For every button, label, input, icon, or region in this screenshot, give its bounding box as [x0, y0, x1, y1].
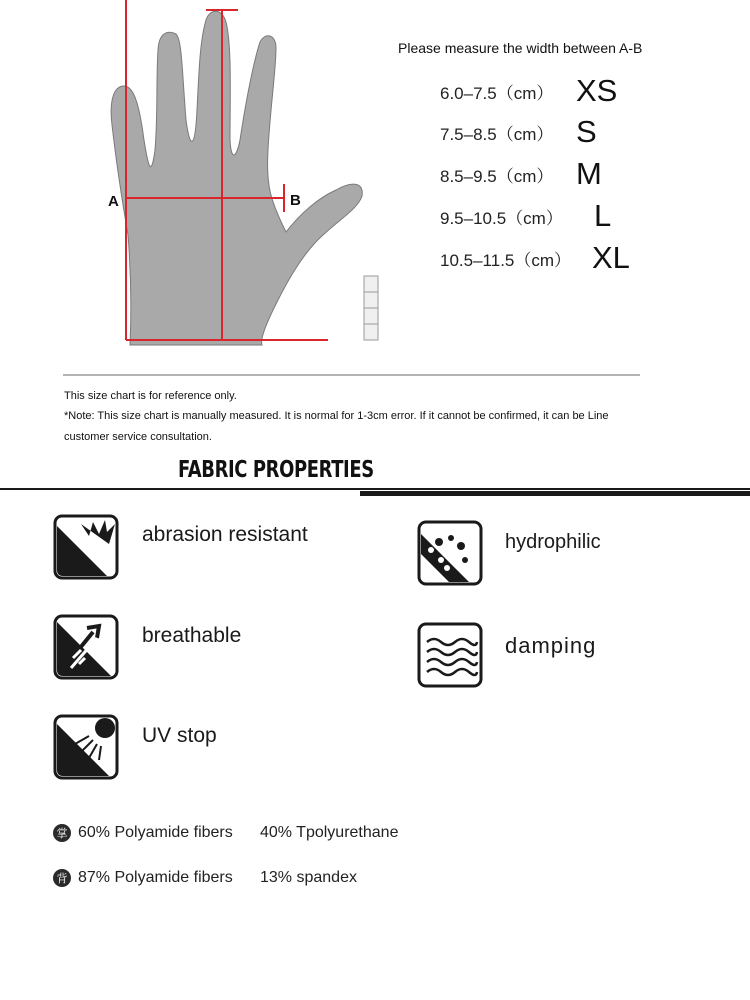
breathable-icon: [53, 614, 119, 680]
size-row: [440, 155, 602, 193]
size-row: [440, 239, 630, 277]
size-label: S: [576, 114, 597, 149]
back-badge: 背: [53, 869, 71, 887]
property-label: breathable: [142, 624, 242, 647]
note-line: This size chart is for reference only.: [64, 390, 237, 402]
size-range: 9.5–10.5（cm）: [440, 208, 563, 228]
material-row: [53, 824, 398, 842]
ruler-icon: [364, 276, 378, 340]
abrasion-icon: [53, 514, 119, 580]
material-part-b: 13% spandex: [260, 869, 357, 886]
size-row: [440, 197, 611, 235]
damping-icon: [417, 622, 483, 688]
note-line: customer service consultation.: [64, 431, 212, 443]
size-label: L: [594, 198, 612, 233]
size-label: M: [576, 156, 602, 191]
size-range: 7.5–8.5（cm）: [440, 124, 554, 144]
hydrophilic-icon: [417, 520, 483, 586]
divider: [63, 374, 640, 376]
size-label: XL: [592, 240, 630, 275]
note-line: *Note: This size chart is manually measured. It is normal for 1-3cm error. If it cannot be confirmed, it can be Line: [64, 410, 609, 422]
property-label: hydrophilic: [505, 531, 601, 553]
material-part-a: 87% Polyamide fibers: [78, 869, 233, 886]
size-range: 8.5–9.5（cm）: [440, 166, 554, 186]
label-b: B: [290, 192, 301, 209]
property-label: damping: [505, 633, 597, 658]
hand-silhouette: [111, 11, 362, 345]
heading-rule: [0, 488, 750, 490]
hand-measure-diagram: [100, 0, 400, 350]
label-a: A: [108, 193, 119, 210]
uv-stop-icon: [53, 714, 119, 780]
size-label: XS: [576, 73, 618, 108]
property-label: abrasion resistant: [142, 523, 308, 546]
size-range: 10.5–11.5（cm）: [440, 250, 572, 270]
size-row: [440, 72, 617, 110]
section-heading: FABRIC PROPERTIES: [178, 457, 374, 483]
size-row: [440, 113, 597, 151]
material-part-a: 60% Polyamide fibers: [78, 824, 233, 841]
heading-bar: [360, 491, 750, 496]
property-label: UV stop: [142, 724, 217, 747]
size-range: 6.0–7.5（cm）: [440, 83, 554, 103]
palm-badge: 掌: [53, 824, 71, 842]
measure-instruction: Please measure the width between A-B: [398, 40, 643, 56]
material-row: [53, 869, 357, 887]
material-part-b: 40% Tpolyurethane: [260, 824, 399, 841]
